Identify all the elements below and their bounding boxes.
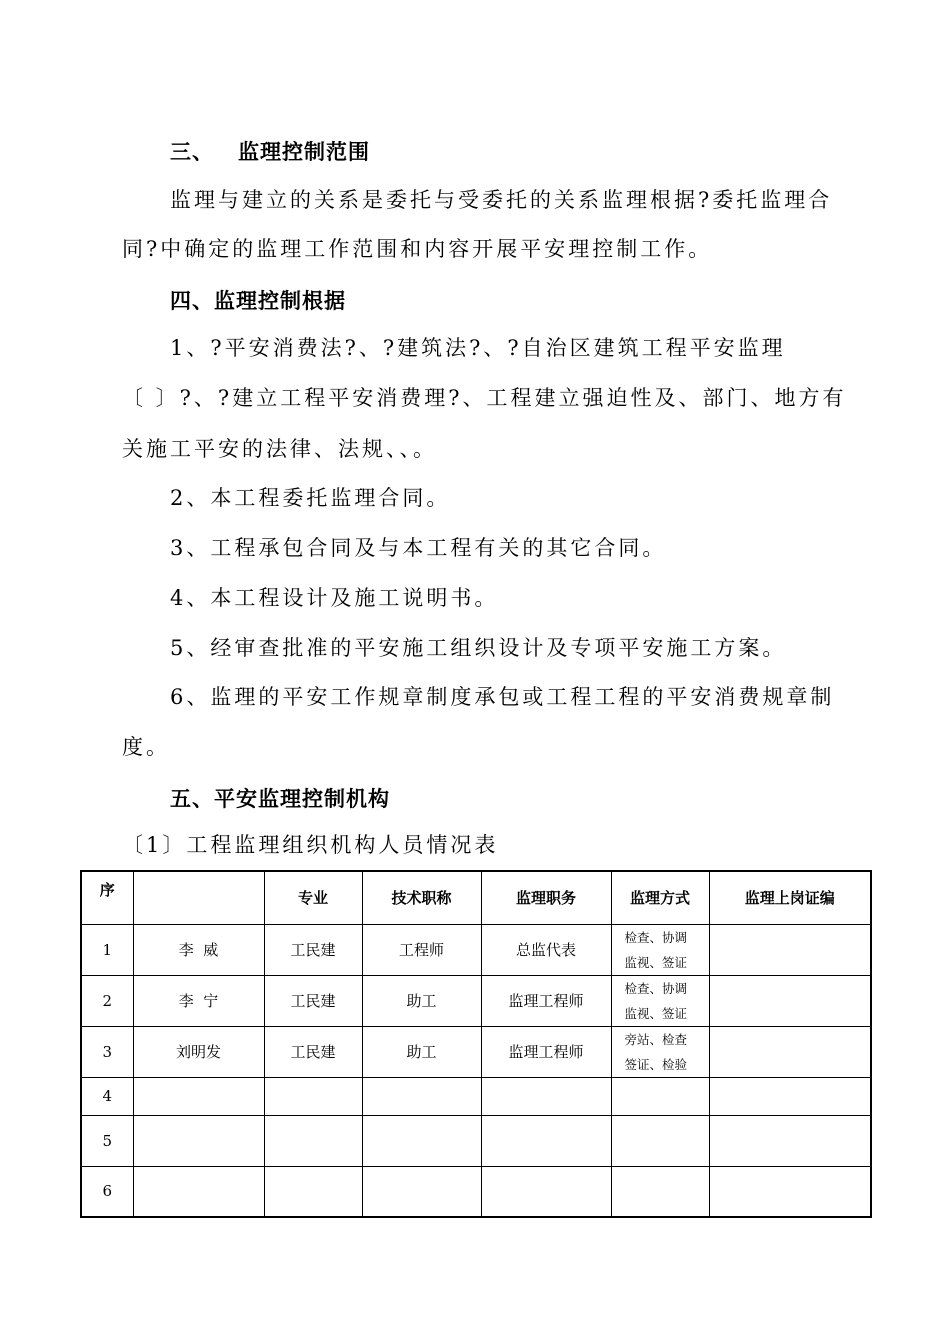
- cell-mode: [611, 1166, 709, 1217]
- cell-major: [264, 1166, 362, 1217]
- cell-duty: 总监代表: [481, 924, 611, 975]
- cell-seq: 6: [81, 1166, 133, 1217]
- section-5-heading: 五、平安监理控制机构: [170, 787, 390, 811]
- table-caption: 〔1〕工程监理组织机构人员情况表: [122, 833, 499, 857]
- cell-seq: 3: [81, 1026, 133, 1077]
- cell-cert: [709, 1077, 871, 1115]
- table-row: [81, 1026, 871, 1077]
- section-4-heading: 四、监理控制根据: [170, 289, 346, 313]
- cell-duty: [481, 1166, 611, 1217]
- cell-name: [133, 1115, 264, 1166]
- cell-major: [264, 1115, 362, 1166]
- section-3-paragraph-line-2: 同?中确定的监理工作范围和内容开展平安理控制工作。: [122, 237, 713, 261]
- cell-mode: [611, 1077, 709, 1115]
- header-duty: 监理职务: [481, 871, 611, 924]
- cell-major: 工民建: [264, 924, 362, 975]
- header-major: 专业: [264, 871, 362, 924]
- staff-table: [80, 870, 872, 1218]
- cell-major: [264, 1077, 362, 1115]
- section-4-item-2: 2、本工程委托监理合同。: [170, 486, 451, 510]
- cell-title: [362, 1166, 481, 1217]
- cell-title: [362, 1077, 481, 1115]
- cell-mode-line-2: 监视、签证: [624, 954, 688, 970]
- cell-cert: [709, 1026, 871, 1077]
- section-3-heading: [170, 137, 370, 167]
- cell-title: [362, 1115, 481, 1166]
- cell-seq: 2: [81, 975, 133, 1026]
- section-3-paragraph-line-1: 监理与建立的关系是委托与受委托的关系监理根据?委托监理合: [170, 188, 833, 212]
- cell-seq: 5: [81, 1115, 133, 1166]
- cell-mode-line-1: 检查、协调: [624, 929, 688, 945]
- cell-mode-line-1: 旁站、检查: [624, 1031, 688, 1047]
- section-3-title: 监理控制范围: [238, 140, 370, 164]
- cell-cert: [709, 924, 871, 975]
- cell-cert: [709, 975, 871, 1026]
- table-row: [81, 1166, 871, 1217]
- cell-major: 工民建: [264, 975, 362, 1026]
- cell-name: 刘明发: [133, 1026, 264, 1077]
- section-4-item-6-line-2: 度。: [122, 735, 170, 759]
- cell-seq: 4: [81, 1077, 133, 1115]
- header-cert: 监理上岗证编: [709, 871, 871, 924]
- cell-title: 助工: [362, 975, 481, 1026]
- cell-duty: 监理工程师: [481, 1026, 611, 1077]
- table-row: [81, 924, 871, 975]
- cell-mode: [611, 1026, 709, 1077]
- cell-mode: [611, 975, 709, 1026]
- cell-mode-line-2: 监视、签证: [624, 1005, 688, 1021]
- table-row: [81, 1115, 871, 1166]
- cell-name: [133, 1166, 264, 1217]
- cell-mode-line-2: 签证、检验: [624, 1056, 688, 1072]
- cell-name: 李 威: [133, 924, 264, 975]
- section-3-number: 三、: [170, 140, 214, 164]
- table-row: [81, 1077, 871, 1115]
- header-name: [133, 871, 264, 924]
- cell-title: 助工: [362, 1026, 481, 1077]
- section-4-item-4: 4、本工程设计及施工说明书。: [170, 586, 499, 610]
- header-title: 技术职称: [362, 871, 481, 924]
- section-4-item-6-line-1: 6、监理的平安工作规章制度承包或工程工程的平安消费规章制: [170, 685, 835, 709]
- header-mode: 监理方式: [611, 871, 709, 924]
- cell-mode-line-1: 检查、协调: [624, 980, 688, 996]
- cell-duty: 监理工程师: [481, 975, 611, 1026]
- cell-name: 李 宁: [133, 975, 264, 1026]
- cell-cert: [709, 1115, 871, 1166]
- cell-title: 工程师: [362, 924, 481, 975]
- section-4-item-1-line-2: 〔 〕?、?建立工程平安消费理?、工程建立强迫性及、部门、地方有: [122, 386, 847, 410]
- section-4-item-1-line-1: 1、?平安消费法?、?建筑法?、?自治区建筑工程平安监理: [170, 336, 786, 360]
- cell-seq: 1: [81, 924, 133, 975]
- header-seq: 序: [81, 871, 133, 924]
- cell-name: [133, 1077, 264, 1115]
- cell-cert: [709, 1166, 871, 1217]
- table-row: [81, 975, 871, 1026]
- table-header-row: [81, 871, 871, 924]
- section-4-item-1-line-3: 关施工平安的法律、法规、、。: [122, 437, 437, 461]
- section-4-item-3: 3、工程承包合同及与本工程有关的其它合同。: [170, 536, 667, 560]
- section-4-item-5: 5、经审查批准的平安施工组织设计及专项平安施工方案。: [170, 636, 787, 660]
- cell-mode: [611, 1115, 709, 1166]
- cell-duty: [481, 1077, 611, 1115]
- cell-mode: [611, 924, 709, 975]
- cell-duty: [481, 1115, 611, 1166]
- cell-major: 工民建: [264, 1026, 362, 1077]
